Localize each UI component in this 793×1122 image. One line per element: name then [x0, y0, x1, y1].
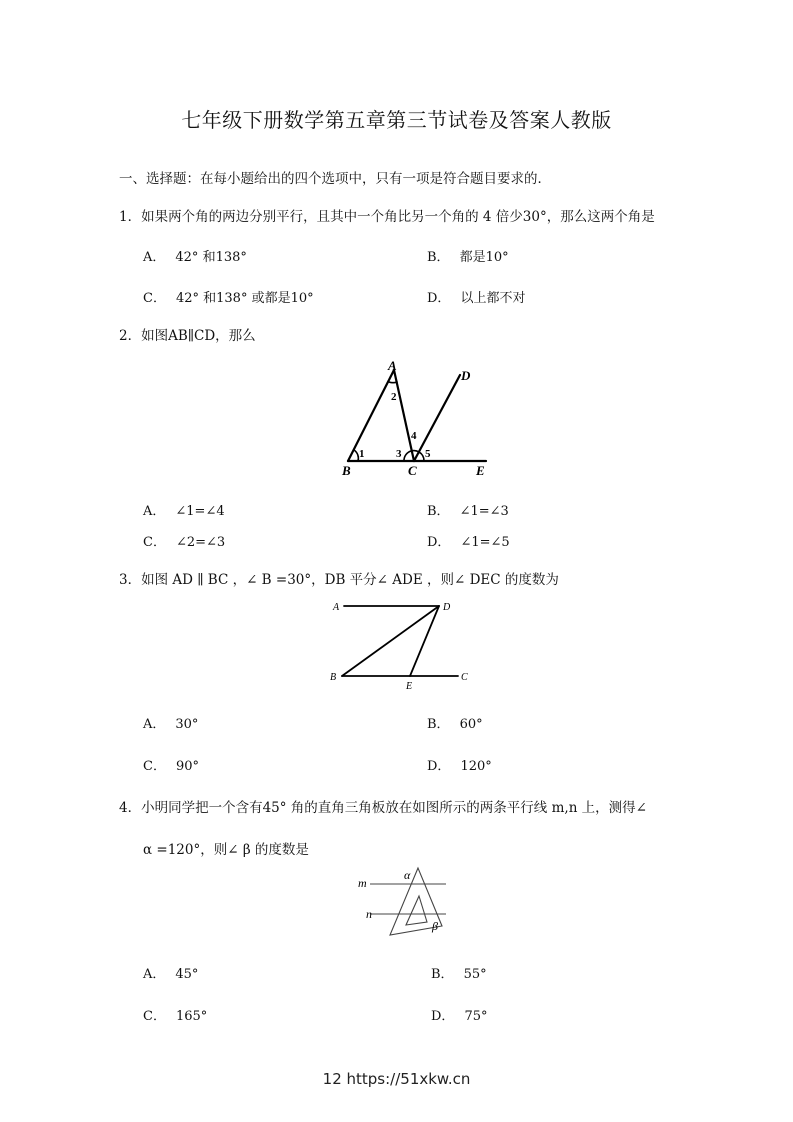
option-text: 都是10°	[459, 250, 509, 265]
option-label: D．	[427, 535, 451, 550]
q3-option-a[interactable]	[143, 713, 198, 732]
q4-option-c[interactable]	[143, 1005, 207, 1024]
q1-option-c[interactable]	[143, 287, 314, 306]
option-label: B．	[427, 250, 450, 265]
q3-figure	[328, 597, 476, 692]
point-c-label: C	[408, 463, 417, 478]
triangle-inner	[406, 896, 427, 925]
point-b-label: B	[330, 672, 337, 683]
line-m-label: m	[358, 876, 367, 890]
option-label: B．	[427, 504, 450, 519]
option-text: 75°	[464, 1009, 488, 1024]
point-d-label: D	[443, 602, 451, 613]
option-text: 30°	[175, 717, 199, 732]
section-heading: 一、选择题：在每小题给出的四个选项中，只有一项是符合题目要求的．	[119, 171, 551, 187]
option-text: 42° 和138° 或都是10°	[175, 291, 314, 306]
angle-1-label: 1	[359, 448, 365, 460]
q3-stem: 3．如图 AD ∥ BC ，∠ B =30°，DB 平分∠ ADE ，则∠ DEC 的度数为	[119, 572, 559, 588]
line-ab	[348, 370, 394, 461]
point-a-label: A	[333, 602, 340, 613]
q1-option-b[interactable]	[427, 246, 509, 265]
option-label: C．	[143, 535, 166, 550]
q1-stem: 1．如果两个角的两边分别平行，且其中一个角比另一个角的 4 倍少30°，那么这两个角是	[119, 209, 655, 225]
page-footer: 12 https://51xkw.cn	[322, 1070, 471, 1088]
q4-option-a[interactable]	[143, 963, 198, 982]
q2-stem: 2．如图AB∥CD，那么	[119, 328, 256, 344]
q2-option-b[interactable]	[427, 500, 509, 519]
q4-stem-line1: 4．小明同学把一个含有45° 角的直角三角板放在如图所示的两条平行线 m,n 上，测得∠	[119, 800, 647, 816]
option-text: ∠1=∠4	[175, 504, 225, 519]
line-n-label: n	[366, 907, 372, 921]
option-label: A．	[143, 967, 166, 982]
angle-1-arc	[354, 450, 358, 461]
angle-2-label: 2	[391, 391, 397, 403]
angle-3-label: 3	[396, 448, 402, 460]
option-text: 120°	[460, 759, 492, 774]
option-text: 45°	[175, 967, 199, 982]
option-label: C．	[143, 1009, 166, 1024]
option-label: D．	[427, 759, 451, 774]
q1-option-a[interactable]	[143, 246, 247, 265]
q3-option-c[interactable]	[143, 755, 199, 774]
option-text: 55°	[463, 967, 487, 982]
option-label: A．	[143, 250, 166, 265]
option-text: 165°	[175, 1009, 208, 1024]
alpha-label: α	[404, 868, 411, 882]
point-e-label: E	[476, 463, 485, 478]
option-text: ∠2=∠3	[175, 535, 226, 550]
q2-option-c[interactable]	[143, 531, 225, 550]
option-label: C．	[143, 291, 166, 306]
option-label: D．	[427, 291, 451, 306]
angle-5-label: 5	[425, 448, 431, 460]
q2-option-a[interactable]	[143, 500, 225, 519]
option-text: 60°	[459, 717, 483, 732]
option-label: C．	[143, 759, 166, 774]
option-text: ∠1=∠3	[459, 504, 509, 519]
point-b-label: B	[342, 463, 351, 478]
point-d-label: D	[461, 368, 471, 383]
point-c-label: C	[461, 672, 468, 683]
q1-option-d[interactable]	[427, 287, 525, 306]
option-label: A．	[143, 504, 166, 519]
option-text: 90°	[175, 759, 199, 774]
q4-option-b[interactable]	[431, 963, 487, 982]
option-label: A．	[143, 717, 166, 732]
option-label: B．	[427, 717, 450, 732]
q3-option-b[interactable]	[427, 713, 483, 732]
option-text: ∠1=∠5	[460, 535, 510, 550]
angle-5-arc	[419, 452, 424, 461]
angle-4-label: 4	[411, 430, 417, 442]
q2-figure	[330, 358, 510, 483]
option-text: 以上都不对	[460, 291, 526, 306]
option-label: D．	[431, 1009, 455, 1024]
q4-stem-line2: α =120°，则∠ β 的度数是	[143, 842, 309, 858]
option-label: B．	[431, 967, 454, 982]
q4-figure	[352, 864, 452, 940]
page-title: 七年级下册数学第五章第三节试卷及答案人教版	[181, 108, 612, 132]
q3-option-d[interactable]	[427, 755, 492, 774]
beta-label: β	[432, 919, 438, 933]
point-a-label: A	[388, 358, 397, 373]
angle-3-arc	[404, 451, 411, 461]
q4-option-d[interactable]	[431, 1005, 487, 1024]
q2-option-d[interactable]	[427, 531, 510, 550]
option-text: 42° 和138°	[175, 250, 247, 265]
line-cd	[414, 375, 460, 461]
point-e-label: E	[406, 681, 413, 692]
angle-2-arc	[389, 382, 397, 383]
